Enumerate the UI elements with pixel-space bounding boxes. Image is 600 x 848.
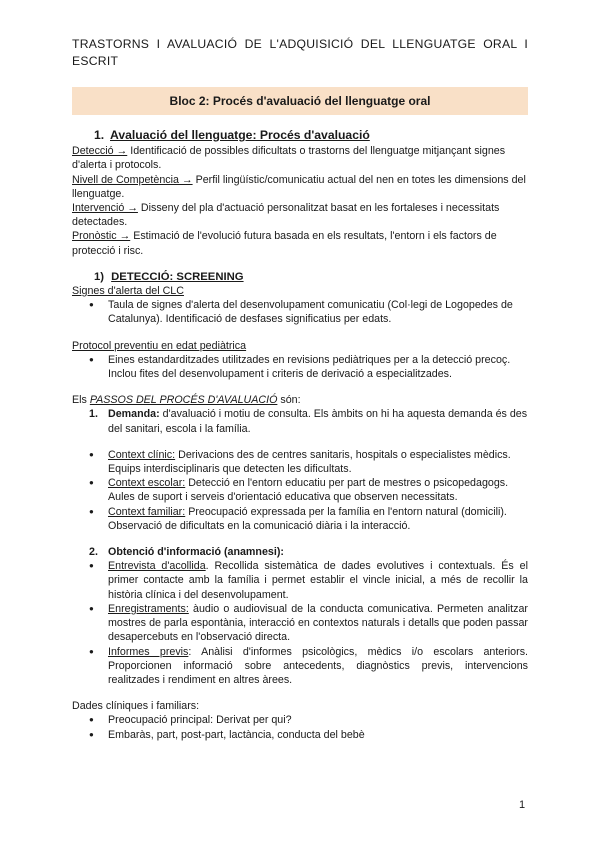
definition-term: Pronòstic →	[72, 230, 131, 243]
list-item: ● Taula de signes d'alerta del desenvolupament comunicatiu (Col·legi de Logopedes de Catalunya). Identificació de desfases significatius per edats.	[72, 298, 528, 326]
document-title-line-1: TRASTORNS I AVALUACIÓ DE L'ADQUISICIÓ DEL LLENGUATGE ORAL I	[72, 37, 528, 51]
context-family	[72, 505, 528, 533]
context-term: Context clínic:	[108, 448, 176, 461]
definition-text: Perfil lingüístic/comunicatiu actual del nen en totes les dimensions del llenguatge.	[72, 173, 526, 200]
context-clinic	[72, 448, 528, 476]
section-1-title: Avaluació del llenguatge: Procés d'avaluació	[110, 128, 370, 142]
section-1-heading	[94, 128, 528, 142]
anamnesis-term: Entrevista d'acollida	[108, 560, 206, 573]
anamnesis-list	[72, 559, 528, 687]
anamnesis-interview	[72, 559, 528, 602]
protocol-heading: Protocol preventiu en edat pediàtrica	[72, 339, 247, 352]
definition-text: Identificació de possibles dificultats o trastorns del llenguatge mitjançant signes d'alerta i protocols.	[72, 145, 506, 172]
step-1-text: d'avaluació i motiu de consulta. Els àmbits on hi ha aquesta demanda és des del sanitari, escola i la família.	[108, 408, 528, 435]
anamnesis-text: : Anàlisi d'informes psicològics, mèdics i/o escolars anteriors. Proporcionen informació sobre antecedents, diagnòstics previs, intervencions realitzades i rendiment en altres àrees.	[108, 645, 529, 686]
context-term: Context escolar:	[108, 477, 186, 490]
section-2-number: 1)	[94, 270, 105, 283]
contexts-list	[72, 448, 528, 533]
context-school	[72, 476, 528, 504]
signs-heading: Signes d'alerta del CLC	[72, 285, 184, 298]
steps-intro	[72, 393, 528, 407]
context-term: Context familiar:	[108, 505, 186, 518]
section-2-heading	[94, 270, 528, 284]
list-item: ● Preocupació principal: Derivat per qui?	[72, 713, 528, 727]
section-1-number: 1.	[94, 128, 105, 142]
clinical-heading: Dades clíniques i familiars:	[72, 700, 200, 713]
block-header-text: Bloc 2: Procés d'avaluació del llenguatge oral	[169, 94, 431, 108]
anamnesis-term: Enregistraments:	[108, 602, 189, 615]
document-content	[72, 128, 528, 742]
definition-text: Estimació de l'evolució futura basada en els resultats, l'entorn i els factors de protecció i risc.	[72, 230, 497, 257]
definition-term: Detecció →	[72, 145, 128, 158]
step-1-number: 1.	[89, 408, 98, 421]
step-1-title: Demanda:	[108, 408, 160, 421]
anamnesis-text: àudio o audiovisual de la conducta comunicativa. Permeten analitzar mostres de parla espontània, interacció en contextos naturals i detalls que poden passar desapercebuts en l'observació directa.	[108, 602, 528, 644]
step-2-number: 2.	[89, 546, 98, 559]
page-number: 1	[519, 799, 526, 811]
list-item: ● Eines estandarditzades utilitzades en revisions pediàtriques per a la detecció precoç. Inclou fites del desenvolupament i criteris de derivació a especialitzades.	[72, 353, 528, 381]
clinical-list	[72, 713, 528, 741]
steps-intro-post: són:	[277, 394, 301, 407]
anamnesis-text: . Recollida sistemàtica de dades evolutives i contextuals. És el primer contacte amb la família i permet establir el vincle inicial, a més de recollir la història clínica i del desenvolupament.	[108, 560, 529, 601]
definition-intervention	[72, 201, 528, 229]
anamnesis-reports	[72, 645, 528, 688]
definition-competence	[72, 173, 528, 201]
definition-prognosis	[72, 229, 528, 257]
anamnesis-recordings	[72, 602, 528, 645]
definition-term: Intervenció →	[72, 202, 138, 215]
definition-text: Disseny del pla d'actuació personalitzat basat en les fortaleses i necessitats detectades.	[72, 202, 500, 229]
context-text: Preocupació expressada per la família en l'entorn natural (domicili). Observació de dificultats en la comunicació diària i la interacció.	[108, 505, 507, 532]
document-title-line-2: ESCRIT	[72, 54, 119, 68]
definition-term: Nivell de Competència →	[72, 173, 193, 186]
block-header	[72, 87, 528, 115]
document-title	[72, 36, 528, 70]
list-item: ● Embaràs, part, post-part, lactància, conducta del bebè	[72, 728, 528, 742]
context-text: Detecció en l'entorn educatiu per part de mestres o psicopedagogs. Aules de suport i serveis d'orientació educativa que observen necessitats.	[108, 477, 509, 504]
definition-detection	[72, 144, 528, 172]
anamnesis-term: Informes previs	[108, 645, 189, 658]
signs-list	[72, 298, 528, 326]
step-2-title: Obtenció d'informació (anamnesi):	[108, 546, 284, 559]
section-2-title: DETECCIÓ: SCREENING	[111, 270, 244, 283]
steps-intro-pre: Els	[72, 394, 90, 407]
context-text: Derivacions des de centres sanitaris, hospitals o especialistes mèdics. Equips interdisciplinaris que detecten les dificultats.	[108, 448, 511, 476]
steps-intro-emphasis: PASSOS DEL PROCÉS D'AVALUACIÓ	[89, 394, 278, 407]
step-2	[72, 545, 528, 559]
protocol-list	[72, 353, 528, 381]
step-1	[72, 407, 528, 435]
